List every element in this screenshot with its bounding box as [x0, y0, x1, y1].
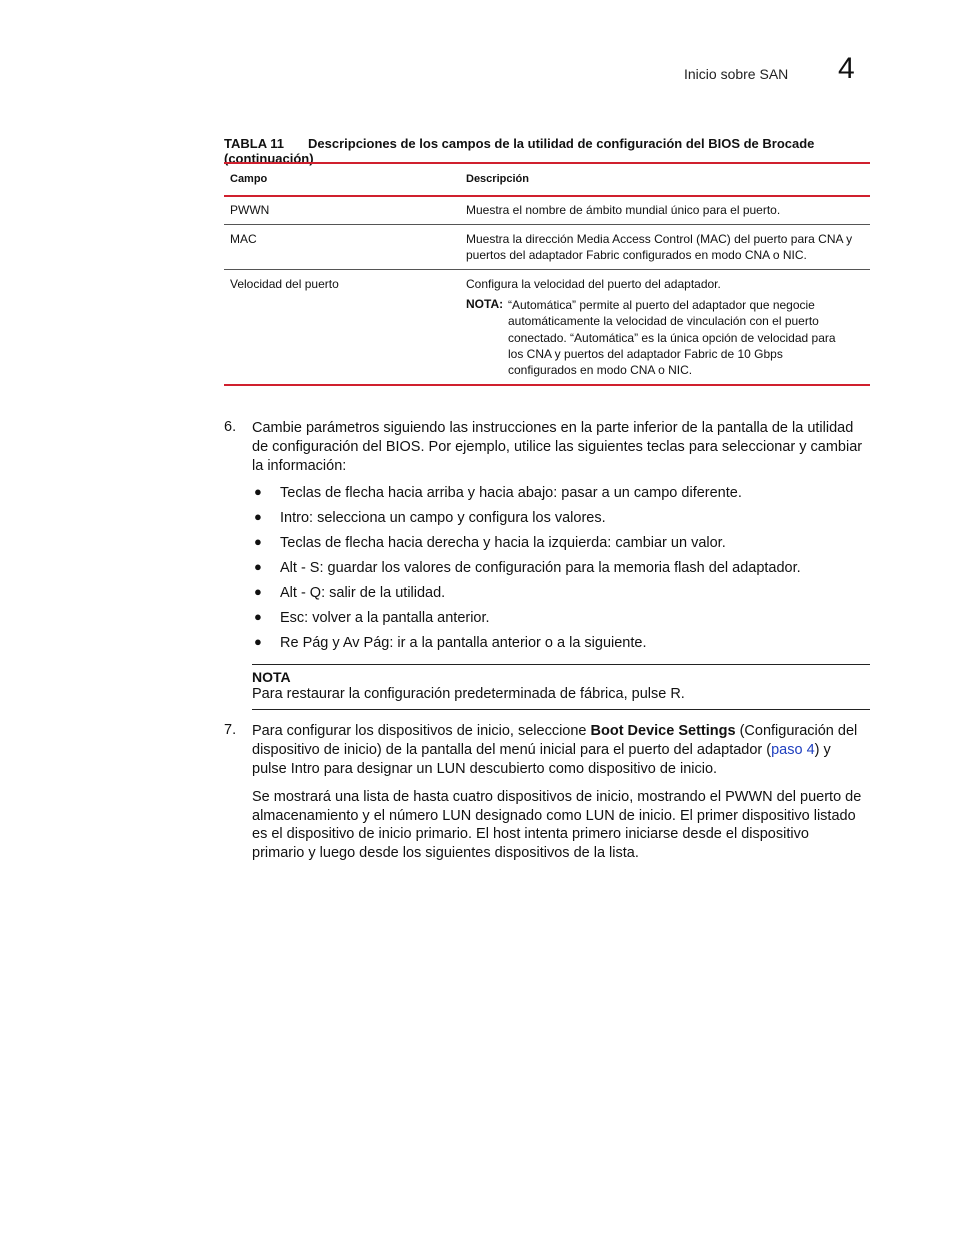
step-7-para2-line: almacenamiento y el número LUN designado como LUN de inicio. El primer dispositivo listado	[252, 808, 856, 824]
boot-device-settings-label: Boot Device Settings	[590, 723, 736, 739]
table-note-line: los CNA y puertos del adaptador Fabric de 10 Gbps	[508, 347, 783, 361]
row-velocidad-descripcion: Configura la velocidad del puerto del adaptador.	[466, 277, 721, 291]
bullet-item: Alt - S: guardar los valores de configuración para la memoria flash del adaptador.	[280, 560, 801, 576]
table-note-line: conectado. “Automática” es la única opción de velocidad para	[508, 331, 836, 345]
bullet-icon: ●	[254, 534, 262, 549]
table-note-line: configurados en modo CNA o NIC.	[508, 363, 693, 377]
bullet-item: Teclas de flecha hacia derecha y hacia la izquierda: cambiar un valor.	[280, 535, 726, 551]
bullet-item: Re Pág y Av Pág: ir a la pantalla anterior o a la siguiente.	[280, 635, 647, 651]
row-velocidad-campo: Velocidad del puerto	[230, 277, 339, 291]
bullet-icon: ●	[254, 609, 262, 624]
table-bottom-rule	[224, 384, 870, 386]
note-top-rule	[252, 664, 870, 665]
paso-4-link[interactable]: paso 4	[771, 742, 815, 758]
table-number: TABLA 11	[224, 136, 284, 151]
row-pwwn-campo: PWWN	[230, 203, 270, 217]
table-title: Descripciones de los campos de la utilidad de configuración del BIOS de Brocade (continuación)	[224, 136, 815, 166]
table-header-rule	[224, 195, 870, 197]
table-note-label: NOTA:	[466, 297, 504, 311]
note-title: NOTA	[252, 669, 291, 685]
table-top-rule	[224, 162, 870, 164]
row-mac-campo: MAC	[230, 232, 257, 246]
bullet-icon: ●	[254, 584, 262, 599]
step-7-text: ) y	[814, 742, 831, 758]
row-mac-descripcion-line2: puertos del adaptador Fabric configurados en modo CNA o NIC.	[466, 248, 807, 262]
chapter-number: 4	[838, 52, 855, 85]
bullet-item: Alt - Q: salir de la utilidad.	[280, 585, 446, 601]
step-7-line2	[252, 741, 831, 760]
header-descripcion: Descripción	[466, 173, 529, 185]
bullet-item: Esc: volver a la pantalla anterior.	[280, 610, 490, 626]
row-mac-descripcion-line1: Muestra la dirección Media Access Control (MAC) del puerto para CNA y	[466, 232, 853, 246]
table-note-line: automáticamente la velocidad de vinculación con el puerto	[508, 314, 819, 328]
row-pwwn-descripcion: Muestra el nombre de ámbito mundial único para el puerto.	[466, 203, 781, 217]
step-7-line1	[252, 722, 857, 741]
note-bottom-rule	[252, 709, 870, 710]
bullet-icon: ●	[254, 634, 262, 649]
bullet-icon: ●	[254, 509, 262, 524]
step-7-line3: pulse Intro para designar un LUN descubierto como dispositivo de inicio.	[252, 761, 718, 777]
row-divider	[224, 269, 870, 270]
step-6-number: 6.	[224, 419, 237, 435]
step-6-line: la información:	[252, 458, 347, 474]
step-6-line: de configuración del BIOS. Por ejemplo, utilice las siguientes teclas para seleccionar y cambiar	[252, 439, 863, 455]
step-6-line: Cambie parámetros siguiendo las instrucciones en la parte inferior de la pantalla de la utilidad	[252, 420, 854, 436]
bullet-icon: ●	[254, 559, 262, 574]
step-7-text: dispositivo de inicio) de la pantalla del menú inicial para el puerto del adaptador (	[252, 742, 772, 758]
bullet-item: Teclas de flecha hacia arriba y hacia abajo: pasar a un campo diferente.	[280, 485, 742, 501]
step-7-number: 7.	[224, 722, 237, 738]
note-text: Para restaurar la configuración predeterminada de fábrica, pulse R.	[252, 686, 685, 702]
bullet-icon: ●	[254, 484, 262, 499]
step-7-para2-line: primario y luego desde los siguientes dispositivos de la lista.	[252, 845, 639, 861]
header-campo: Campo	[230, 173, 268, 185]
table-note-line: “Automática” permite al puerto del adaptador que negocie	[508, 298, 815, 312]
step-7-text: (Configuración del	[735, 723, 858, 739]
bullet-item: Intro: selecciona un campo y configura los valores.	[280, 510, 606, 526]
step-7-para2-line: es el dispositivo de inicio primario. El host intenta primero iniciarse desde el dispositivo	[252, 826, 809, 842]
step-7-text: Para configurar los dispositivos de inicio, seleccione	[252, 723, 591, 739]
row-divider	[224, 224, 870, 225]
step-7-para2-line: Se mostrará una lista de hasta cuatro dispositivos de inicio, mostrando el PWWN del puerto de	[252, 789, 862, 805]
running-header-section: Inicio sobre SAN	[684, 66, 789, 82]
